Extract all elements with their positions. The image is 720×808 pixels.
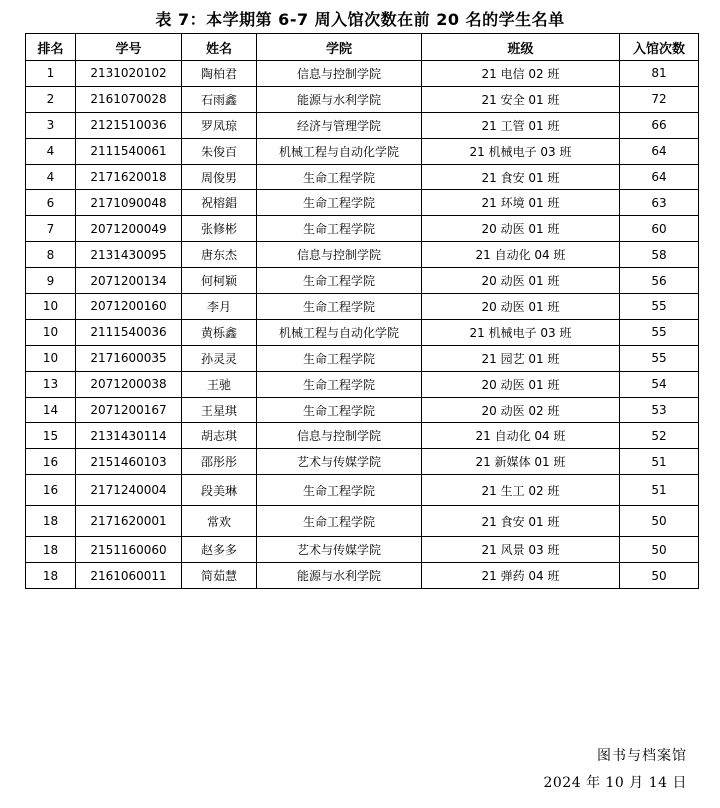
cell-class: 21 食安 01 班 bbox=[422, 164, 620, 190]
cell-class: 21 自动化 04 班 bbox=[422, 423, 620, 449]
cell-rank: 14 bbox=[26, 397, 76, 423]
cell-college: 生命工程学院 bbox=[257, 345, 422, 371]
table-row bbox=[26, 506, 699, 537]
cell-student-id: 2071200160 bbox=[76, 294, 182, 320]
cell-name: 王星琪 bbox=[182, 397, 257, 423]
cell-college: 艺术与传媒学院 bbox=[257, 449, 422, 475]
cell-visit-count: 66 bbox=[620, 112, 699, 138]
cell-name: 常欢 bbox=[182, 506, 257, 537]
cell-visit-count: 56 bbox=[620, 268, 699, 294]
cell-rank: 10 bbox=[26, 345, 76, 371]
cell-college: 经济与管理学院 bbox=[257, 112, 422, 138]
header-class: 班级 bbox=[422, 34, 620, 61]
cell-visit-count: 52 bbox=[620, 423, 699, 449]
cell-name: 陶柏君 bbox=[182, 61, 257, 87]
cell-visit-count: 60 bbox=[620, 216, 699, 242]
cell-college: 生命工程学院 bbox=[257, 216, 422, 242]
cell-name: 朱俊百 bbox=[182, 138, 257, 164]
cell-college: 机械工程与自动化学院 bbox=[257, 138, 422, 164]
cell-rank: 10 bbox=[26, 319, 76, 345]
cell-rank: 3 bbox=[26, 112, 76, 138]
header-student-id: 学号 bbox=[76, 34, 182, 61]
cell-college: 生命工程学院 bbox=[257, 475, 422, 506]
cell-class: 20 动医 02 班 bbox=[422, 397, 620, 423]
cell-college: 生命工程学院 bbox=[257, 371, 422, 397]
cell-student-id: 2151160060 bbox=[76, 537, 182, 563]
table-row bbox=[26, 138, 699, 164]
table-row bbox=[26, 563, 699, 589]
cell-rank: 18 bbox=[26, 563, 76, 589]
cell-class: 21 园艺 01 班 bbox=[422, 345, 620, 371]
cell-name: 王驰 bbox=[182, 371, 257, 397]
table-row bbox=[26, 371, 699, 397]
footer-organization: 图书与档案馆 bbox=[597, 748, 687, 764]
cell-class: 20 动医 01 班 bbox=[422, 216, 620, 242]
header-college: 学院 bbox=[257, 34, 422, 61]
cell-rank: 15 bbox=[26, 423, 76, 449]
cell-name: 何柯颖 bbox=[182, 268, 257, 294]
cell-class: 21 弹药 04 班 bbox=[422, 563, 620, 589]
table-row bbox=[26, 449, 699, 475]
table-row bbox=[26, 112, 699, 138]
cell-visit-count: 50 bbox=[620, 563, 699, 589]
cell-class: 21 安全 01 班 bbox=[422, 86, 620, 112]
cell-visit-count: 53 bbox=[620, 397, 699, 423]
table-row bbox=[26, 345, 699, 371]
cell-college: 生命工程学院 bbox=[257, 164, 422, 190]
header-name: 姓名 bbox=[182, 34, 257, 61]
cell-college: 生命工程学院 bbox=[257, 506, 422, 537]
cell-visit-count: 64 bbox=[620, 164, 699, 190]
cell-rank: 8 bbox=[26, 242, 76, 268]
footer-date: 2024 年 10 月 14 日 bbox=[543, 775, 687, 791]
cell-student-id: 2151460103 bbox=[76, 449, 182, 475]
cell-name: 罗凤琼 bbox=[182, 112, 257, 138]
cell-class: 21 风景 03 班 bbox=[422, 537, 620, 563]
cell-visit-count: 55 bbox=[620, 319, 699, 345]
cell-visit-count: 51 bbox=[620, 475, 699, 506]
cell-student-id: 2161060011 bbox=[76, 563, 182, 589]
cell-class: 21 环境 01 班 bbox=[422, 190, 620, 216]
table-row bbox=[26, 242, 699, 268]
cell-college: 信息与控制学院 bbox=[257, 242, 422, 268]
cell-student-id: 2071200049 bbox=[76, 216, 182, 242]
cell-college: 艺术与传媒学院 bbox=[257, 537, 422, 563]
cell-visit-count: 63 bbox=[620, 190, 699, 216]
cell-rank: 18 bbox=[26, 537, 76, 563]
table-row bbox=[26, 268, 699, 294]
cell-student-id: 2171600035 bbox=[76, 345, 182, 371]
student-ranking-table bbox=[25, 33, 699, 589]
cell-college: 信息与控制学院 bbox=[257, 423, 422, 449]
cell-college: 能源与水利学院 bbox=[257, 86, 422, 112]
cell-rank: 16 bbox=[26, 475, 76, 506]
cell-student-id: 2071200038 bbox=[76, 371, 182, 397]
cell-name: 周俊男 bbox=[182, 164, 257, 190]
cell-visit-count: 54 bbox=[620, 371, 699, 397]
cell-class: 21 生工 02 班 bbox=[422, 475, 620, 506]
cell-name: 赵多多 bbox=[182, 537, 257, 563]
cell-class: 20 动医 01 班 bbox=[422, 294, 620, 320]
cell-name: 简茹慧 bbox=[182, 563, 257, 589]
cell-rank: 1 bbox=[26, 61, 76, 87]
table-row bbox=[26, 164, 699, 190]
header-rank: 排名 bbox=[26, 34, 76, 61]
cell-visit-count: 50 bbox=[620, 506, 699, 537]
cell-class: 21 自动化 04 班 bbox=[422, 242, 620, 268]
cell-name: 唐东杰 bbox=[182, 242, 257, 268]
table-row bbox=[26, 216, 699, 242]
cell-student-id: 2071200134 bbox=[76, 268, 182, 294]
table-row bbox=[26, 397, 699, 423]
cell-name: 邵彤彤 bbox=[182, 449, 257, 475]
cell-rank: 4 bbox=[26, 164, 76, 190]
header-visit-count: 入馆次数 bbox=[620, 34, 699, 61]
cell-student-id: 2171620001 bbox=[76, 506, 182, 537]
cell-college: 生命工程学院 bbox=[257, 190, 422, 216]
cell-class: 21 机械电子 03 班 bbox=[422, 138, 620, 164]
table-row bbox=[26, 537, 699, 563]
cell-student-id: 2071200167 bbox=[76, 397, 182, 423]
cell-rank: 10 bbox=[26, 294, 76, 320]
cell-class: 21 新媒体 01 班 bbox=[422, 449, 620, 475]
document-title: 表 7：本学期第 6-7 周入馆次数在前 20 名的学生名单 bbox=[155, 10, 565, 29]
cell-student-id: 2171240004 bbox=[76, 475, 182, 506]
cell-rank: 9 bbox=[26, 268, 76, 294]
cell-student-id: 2131430114 bbox=[76, 423, 182, 449]
cell-rank: 13 bbox=[26, 371, 76, 397]
cell-college: 机械工程与自动化学院 bbox=[257, 319, 422, 345]
cell-rank: 7 bbox=[26, 216, 76, 242]
table-row bbox=[26, 319, 699, 345]
table-row bbox=[26, 86, 699, 112]
cell-student-id: 2161070028 bbox=[76, 86, 182, 112]
table-body bbox=[26, 61, 699, 589]
cell-college: 信息与控制学院 bbox=[257, 61, 422, 87]
cell-class: 20 动医 01 班 bbox=[422, 371, 620, 397]
cell-visit-count: 64 bbox=[620, 138, 699, 164]
cell-name: 胡志琪 bbox=[182, 423, 257, 449]
table-row bbox=[26, 61, 699, 87]
table-row bbox=[26, 475, 699, 506]
cell-name: 祝榕錩 bbox=[182, 190, 257, 216]
cell-name: 张修彬 bbox=[182, 216, 257, 242]
cell-class: 21 机械电子 03 班 bbox=[422, 319, 620, 345]
cell-visit-count: 58 bbox=[620, 242, 699, 268]
table-row bbox=[26, 423, 699, 449]
cell-visit-count: 55 bbox=[620, 345, 699, 371]
cell-class: 21 工管 01 班 bbox=[422, 112, 620, 138]
cell-rank: 4 bbox=[26, 138, 76, 164]
table-row bbox=[26, 190, 699, 216]
cell-class: 21 电信 02 班 bbox=[422, 61, 620, 87]
cell-visit-count: 50 bbox=[620, 537, 699, 563]
cell-visit-count: 51 bbox=[620, 449, 699, 475]
table-row bbox=[26, 294, 699, 320]
cell-student-id: 2171620018 bbox=[76, 164, 182, 190]
cell-college: 生命工程学院 bbox=[257, 268, 422, 294]
cell-rank: 2 bbox=[26, 86, 76, 112]
cell-class: 21 食安 01 班 bbox=[422, 506, 620, 537]
cell-student-id: 2111540061 bbox=[76, 138, 182, 164]
cell-student-id: 2131020102 bbox=[76, 61, 182, 87]
cell-student-id: 2131430095 bbox=[76, 242, 182, 268]
cell-name: 黄栎鑫 bbox=[182, 319, 257, 345]
table-header-row bbox=[26, 34, 699, 61]
cell-name: 孙灵灵 bbox=[182, 345, 257, 371]
cell-college: 生命工程学院 bbox=[257, 397, 422, 423]
cell-rank: 16 bbox=[26, 449, 76, 475]
cell-name: 李月 bbox=[182, 294, 257, 320]
cell-visit-count: 55 bbox=[620, 294, 699, 320]
cell-class: 20 动医 01 班 bbox=[422, 268, 620, 294]
cell-visit-count: 72 bbox=[620, 86, 699, 112]
cell-visit-count: 81 bbox=[620, 61, 699, 87]
cell-student-id: 2171090048 bbox=[76, 190, 182, 216]
cell-name: 段美琳 bbox=[182, 475, 257, 506]
cell-student-id: 2111540036 bbox=[76, 319, 182, 345]
cell-rank: 18 bbox=[26, 506, 76, 537]
cell-rank: 6 bbox=[26, 190, 76, 216]
cell-college: 生命工程学院 bbox=[257, 294, 422, 320]
cell-name: 石雨鑫 bbox=[182, 86, 257, 112]
cell-college: 能源与水利学院 bbox=[257, 563, 422, 589]
cell-student-id: 2121510036 bbox=[76, 112, 182, 138]
